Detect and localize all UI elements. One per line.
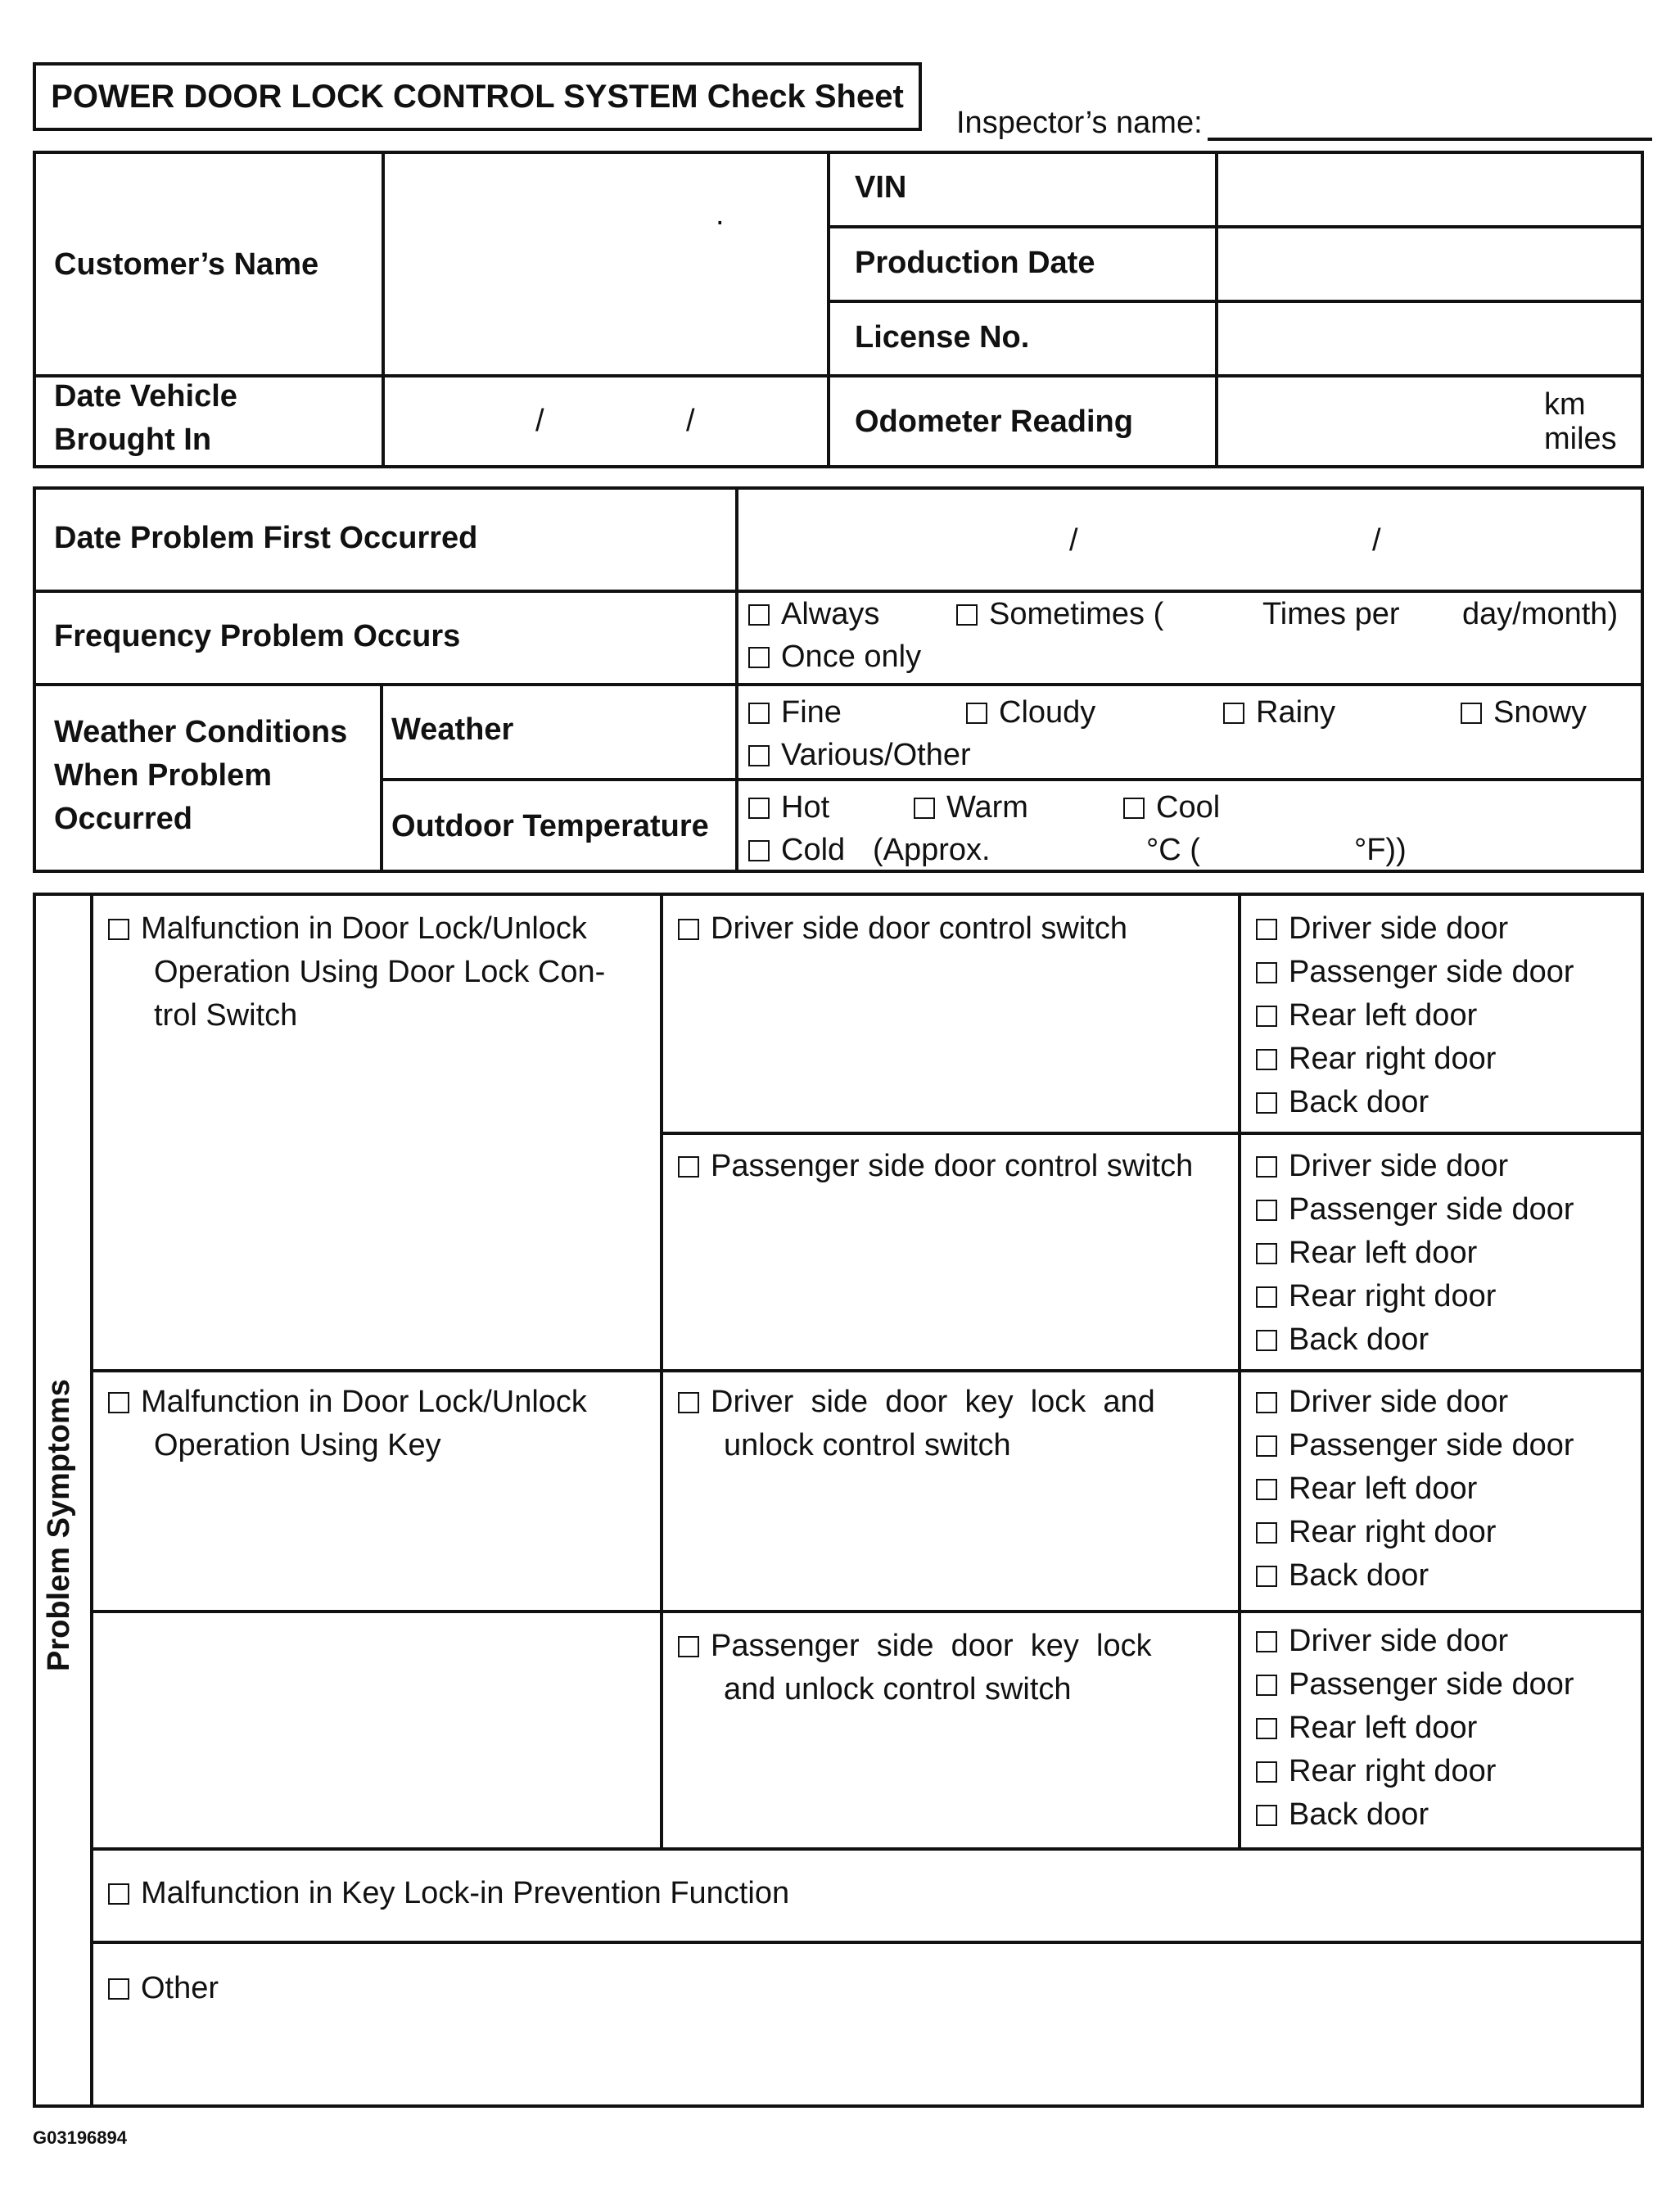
odometer-field[interactable] (1218, 377, 1641, 465)
checkbox[interactable] (108, 1978, 129, 2000)
checkbox[interactable] (108, 919, 129, 940)
freq-once-only[interactable]: Once only (748, 635, 921, 679)
door-list-passenger-key (1256, 1620, 1574, 1837)
temp-deg-c: °C ( (1146, 833, 1200, 867)
door-option[interactable]: Back door (1256, 1793, 1574, 1837)
weather-various[interactable]: Various/Other (748, 734, 971, 777)
checkbox[interactable] (1256, 1006, 1277, 1027)
checkbox[interactable] (1256, 1156, 1277, 1178)
checkbox[interactable] (1256, 1243, 1277, 1264)
freq-sometimes[interactable]: Sometimes ( (956, 593, 1163, 636)
key-lockin-item[interactable]: Malfunction in Key Lock-in Prevention Function (108, 1872, 789, 1915)
door-option[interactable]: Rear right door (1256, 1750, 1574, 1793)
checkbox[interactable] (1256, 919, 1277, 940)
freq-always[interactable]: Always (748, 593, 879, 636)
date-brought-in-line1: Date Vehicle (54, 379, 237, 414)
figure-code: G03196894 (33, 2127, 127, 2148)
sheet-title: POWER DOOR LOCK CONTROL SYSTEM Check Sheet (33, 62, 922, 131)
passenger-control-switch-item[interactable]: Passenger side door control switch (678, 1145, 1193, 1188)
checkbox[interactable] (748, 840, 770, 861)
freq-times-per: Times per (1262, 597, 1400, 631)
first-date-slash-1: / (1069, 523, 1078, 558)
checkbox[interactable] (1256, 1200, 1277, 1221)
door-option[interactable]: Rear right door (1256, 1037, 1574, 1081)
date-slash-2: / (686, 404, 695, 438)
inspector-name-field[interactable] (956, 97, 1652, 141)
checkbox[interactable] (748, 745, 770, 766)
checkbox[interactable] (1461, 703, 1482, 724)
door-option[interactable]: Rear right door (1256, 1511, 1574, 1554)
date-first-occurred-field[interactable] (738, 490, 1641, 590)
checkbox[interactable] (748, 604, 770, 626)
odometer-label: Odometer Reading (855, 405, 1133, 439)
weather-label: Weather (391, 712, 514, 747)
temp-cold[interactable]: Cold (748, 829, 845, 872)
checkbox[interactable] (1223, 703, 1244, 724)
checkbox[interactable] (1256, 1092, 1277, 1114)
checkbox[interactable] (678, 1392, 699, 1413)
customer-name-field[interactable] (385, 154, 827, 374)
switch-malfunction-item[interactable]: Malfunction in Door Lock/Unlock Operation Using Door Lock Con- trol Switch (108, 907, 605, 1037)
checkbox[interactable] (1256, 1330, 1277, 1351)
door-option[interactable]: Rear left door (1256, 1467, 1574, 1511)
checkbox[interactable] (1256, 1522, 1277, 1544)
date-slash-1: / (535, 404, 544, 438)
door-option[interactable]: Passenger side door (1256, 1663, 1574, 1706)
odometer-miles: miles (1544, 422, 1617, 456)
temp-deg-f: °F)) (1354, 833, 1407, 867)
passenger-key-switch-item[interactable]: Passenger side door key lock and unlock control switch (678, 1625, 1152, 1711)
date-brought-in-field[interactable] (385, 377, 827, 465)
checkbox[interactable] (108, 1392, 129, 1413)
key-malfunction-item[interactable]: Malfunction in Door Lock/Unlock Operation Using Key (108, 1381, 587, 1467)
door-option[interactable]: Passenger side door (1256, 951, 1574, 994)
weather-conditions-label: Weather Conditions When Problem Occurred (54, 715, 348, 836)
checkbox[interactable] (1256, 1392, 1277, 1413)
door-list-driver-switch (1256, 907, 1574, 1124)
checkbox[interactable] (1256, 1479, 1277, 1500)
temp-warm[interactable]: Warm (914, 786, 1028, 830)
weather-fine[interactable]: Fine (748, 691, 842, 735)
checkbox[interactable] (966, 703, 987, 724)
frequency-label: Frequency Problem Occurs (54, 619, 461, 653)
license-no-field[interactable] (1218, 303, 1641, 374)
checkbox[interactable] (1256, 1718, 1277, 1739)
checkbox[interactable] (1256, 1286, 1277, 1308)
door-option[interactable]: Rear left door (1256, 1706, 1574, 1750)
checkbox[interactable] (748, 647, 770, 668)
door-option[interactable]: Driver side door (1256, 1145, 1574, 1188)
checkbox[interactable] (1256, 1805, 1277, 1826)
weather-rainy[interactable]: Rainy (1223, 691, 1335, 735)
production-date-field[interactable] (1218, 228, 1641, 300)
door-option[interactable]: Driver side door (1256, 1381, 1574, 1424)
temp-hot[interactable]: Hot (748, 786, 829, 830)
temp-cool[interactable]: Cool (1123, 786, 1220, 830)
customer-dot: . (716, 197, 725, 232)
checkbox[interactable] (1256, 1631, 1277, 1652)
checkbox[interactable] (748, 703, 770, 724)
vin-label: VIN (855, 170, 907, 205)
date-brought-in-label (54, 375, 237, 462)
inspector-label: Inspector’s name: (956, 106, 1203, 140)
door-option[interactable]: Back door (1256, 1081, 1574, 1124)
door-option[interactable]: Driver side door (1256, 1620, 1574, 1663)
door-option[interactable]: Passenger side door (1256, 1188, 1574, 1232)
door-list-driver-key (1256, 1381, 1574, 1598)
checkbox[interactable] (1256, 962, 1277, 983)
driver-key-switch-item[interactable]: Driver side door key lock and unlock control switch (678, 1381, 1155, 1467)
door-option[interactable]: Rear right door (1256, 1275, 1574, 1318)
checkbox[interactable] (1123, 798, 1145, 819)
checkbox[interactable] (1256, 1761, 1277, 1783)
door-option[interactable]: Rear left door (1256, 1232, 1574, 1275)
inspector-name-line[interactable] (1208, 103, 1652, 141)
door-option[interactable]: Back door (1256, 1554, 1574, 1598)
problem-symptoms-side-label: Problem Symptoms (42, 1379, 76, 1671)
checkbox[interactable] (108, 1883, 129, 1905)
weather-cloudy[interactable]: Cloudy (966, 691, 1095, 735)
checkbox[interactable] (956, 604, 978, 626)
freq-day-month: day/month) (1462, 597, 1619, 631)
outdoor-temperature-label: Outdoor Temperature (391, 809, 709, 843)
door-option[interactable]: Rear left door (1256, 994, 1574, 1037)
checkbox[interactable] (1256, 1566, 1277, 1587)
odometer-km: km (1544, 387, 1586, 422)
checkbox[interactable] (1256, 1435, 1277, 1457)
checkbox[interactable] (748, 798, 770, 819)
door-option[interactable]: Back door (1256, 1318, 1574, 1362)
checkbox[interactable] (678, 1636, 699, 1657)
door-option[interactable]: Driver side door (1256, 907, 1574, 951)
vin-field[interactable] (1218, 154, 1641, 225)
checkbox[interactable] (678, 1156, 699, 1178)
checkbox[interactable] (914, 798, 935, 819)
door-list-passenger-switch (1256, 1145, 1574, 1362)
date-brought-in-line2: Brought In (54, 423, 212, 457)
customer-name-label: Customer’s Name (54, 247, 319, 282)
checkbox[interactable] (1256, 1675, 1277, 1696)
date-first-occurred-label: Date Problem First Occurred (54, 521, 478, 555)
first-date-slash-2: / (1372, 523, 1381, 558)
driver-control-switch-item[interactable]: Driver side door control switch (678, 907, 1127, 951)
weather-snowy[interactable]: Snowy (1461, 691, 1587, 735)
checkbox[interactable] (678, 919, 699, 940)
temp-approx: (Approx. (873, 833, 991, 867)
door-option[interactable]: Passenger side door (1256, 1424, 1574, 1467)
license-no-label: License No. (855, 320, 1030, 355)
checkbox[interactable] (1256, 1049, 1277, 1070)
production-date-label: Production Date (855, 246, 1095, 280)
other-item[interactable]: Other (108, 1967, 219, 2010)
